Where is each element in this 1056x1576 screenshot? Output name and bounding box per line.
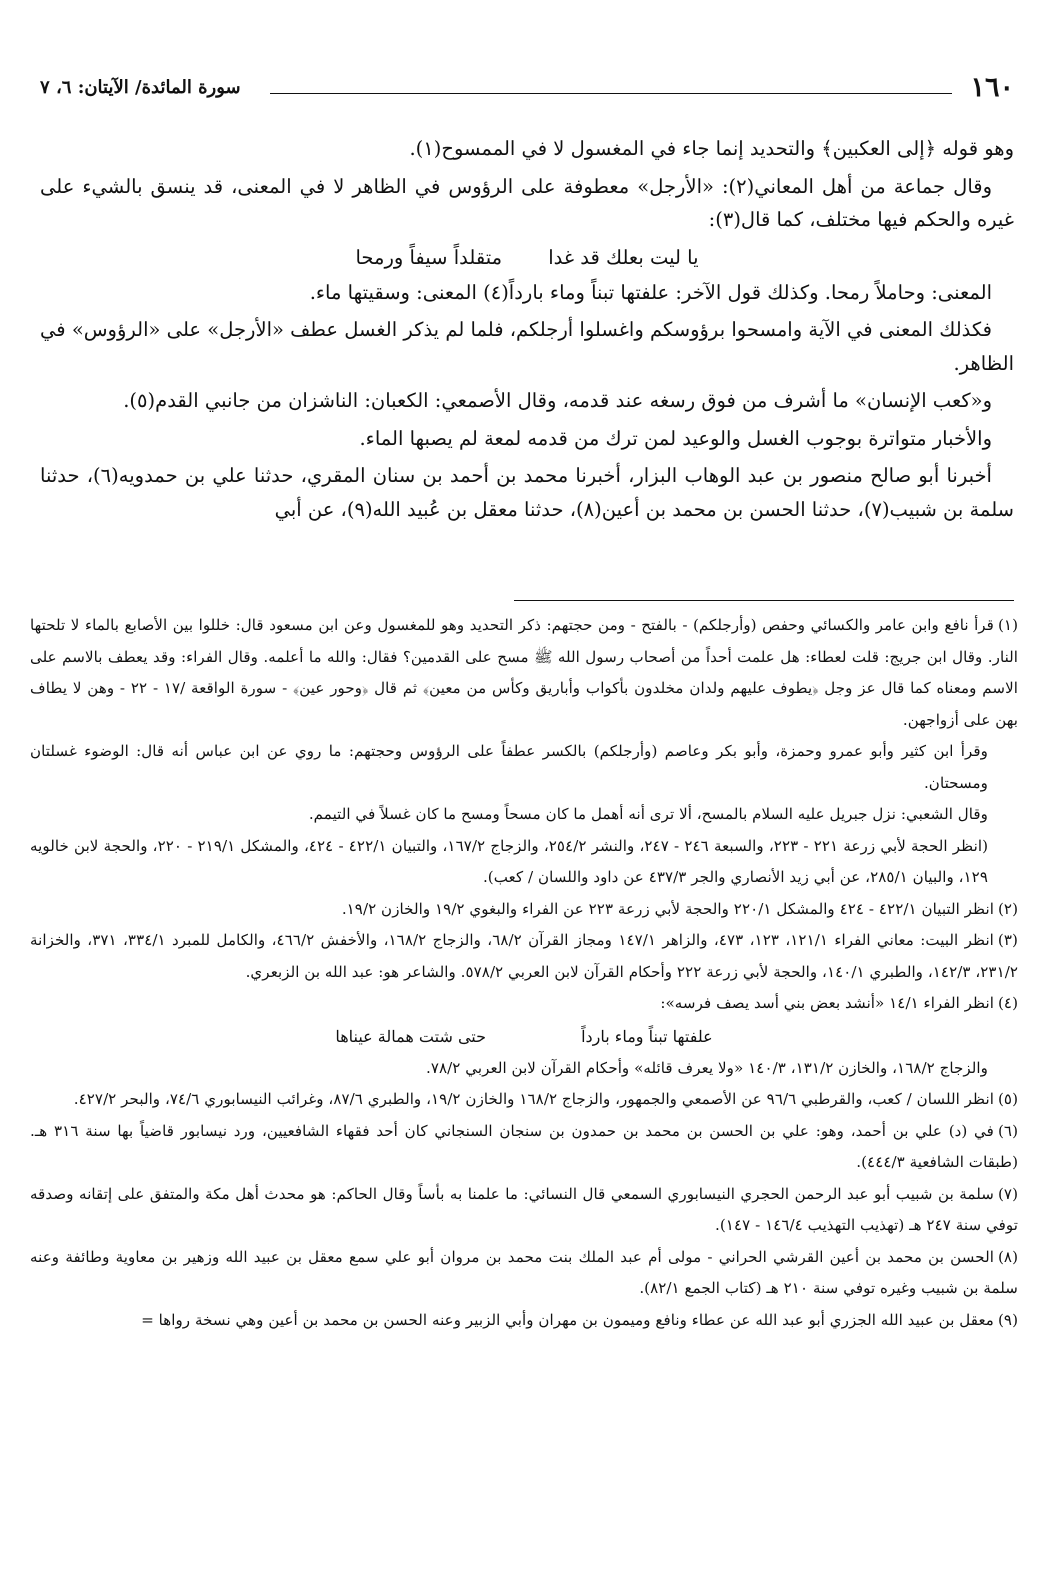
footnote-text: معقل بن عبيد الله الجزري أبو عبد الله عن عطاء ونافع وميمون بن مهران وأبي الزبير وعنه الحسن بن محمد بن أعين وهي نسخة رواها = [141, 1310, 994, 1329]
footnote-9 [30, 1305, 1018, 1337]
footnote-text: سلمة بن شبيب أبو عبد الرحمن الحجري النيسابوري السمعي قال النسائي: ما علمنا به بأساً وقال الحاكم: هو محدث أهل مكة والمتفق على إتقانه وصدقه توفي سنة ٢٤٧ هـ (تهذيب التهذيب ١٤٦/٤ - ١٤٧). [30, 1184, 1018, 1234]
footnote-6 [30, 1116, 1018, 1179]
footnote-5 [30, 1084, 1018, 1116]
footnote-4 [30, 988, 1018, 1020]
running-title: سورة المائدة/ الآيتان: ٦، ٧ [40, 77, 241, 98]
paragraph-7: أخبرنا أبو صالح منصور بن عبد الوهاب البزار، أخبرنا محمد بن أحمد بن سنان المقري، حدثنا علي بن حمدويه(٦)، حدثنا سلمة بن شبيب(٧)، حدثنا الحسن بن محمد بن أعين(٨)، حدثنا معقل بن عُبيد الله(٩)، عن أبي [40, 464, 1014, 521]
footnote-number: (٣) [997, 931, 1018, 949]
footnote-4-continued: والزجاج ١٦٨/٢، والخازن ١٣١/٢، ١٤٠/٣ «ولا يعرف قائله» وأحكام القرآن لابن العربي ٧٨/٢. [426, 1058, 988, 1077]
footnote-number: (٧) [997, 1184, 1018, 1203]
footnote-number: (٦) [997, 1121, 1018, 1140]
page-header [40, 72, 1014, 104]
footnote-number: (٥) [997, 1090, 1018, 1108]
footnote-2 [30, 894, 1018, 926]
footnote-text: الحسن بن محمد بن أعين القرشي الحراني - مولى أم عبد الملك بنت محمد بن مروان أبو علي سمع معقل بن عبيد الله وزهير بن معاوية وطائفة وعنه سلمة بن شبيب وغيره توفي سنة ٢١٠ هـ (كتاب الجمع ٨٢/١). [30, 1247, 1018, 1297]
page-number: ١٦٠ [970, 72, 1014, 103]
paragraph-4: فكذلك المعنى في الآية وامسحوا برؤوسكم واغسلوا أرجلكم، فلما لم يذكر الغسل عطف «الأرجل» على «الرؤوس» في الظاهر. [40, 318, 1014, 375]
verse-second-hemistich: متقلداً سيفاً ورمحا [355, 245, 503, 269]
paragraph-3: المعنى: وحاملاً رمحا. وكذلك قول الآخر: علفتها تبناً وماء بارداً(٤) المعنى: وسقيتها ماء. [309, 280, 992, 304]
footnote-3 [30, 925, 1018, 988]
paragraph-2: وقال جماعة من أهل المعاني(٢): «الأرجل» معطوفة على الرؤوس في الظاهر لا في المعنى، قد ينسق بالشيء على غيره والحكم فيها مختلف، كما قال(٣): [40, 174, 1014, 231]
footnote-7 [30, 1179, 1018, 1242]
footnote-number: (٩) [997, 1310, 1018, 1329]
poetry-verse [40, 241, 1014, 274]
footnote-text: انظر البيت: معاني الفراء ١٢١/١، ١٢٣، ٤٧٣، والزاهر ١٤٧/١ ومجاز القرآن ٦٨/٢، والزجاج ١٦٨/٢، والأخفش ٤٦٦/٢، والكامل للمبرد ٣٣٤/١، ٣٧١، والخزانة ٢٣١/٢، ١٤٢/٣، والطبري ١٤٠/١، والحجة لأبي زرعة ٢٢٢ وأحكام القرآن لابن العربي ٥٧٨/٢. والشاعر هو: عبد الله بن الزبعري. [30, 931, 1018, 981]
footnote-separator [514, 600, 1014, 601]
paragraph-1: وهو قوله ﴿إلى العكبين﴾ والتحديد إنما جاء في المغسول لا في الممسوح(١). [409, 137, 1014, 160]
paragraph-5: و«كعب الإنسان» ما أشرف من فوق رسغه عند قدمه، وقال الأصمعي: الكعبان: الناشزان من جانبي القدم(٥). [123, 389, 992, 412]
paragraph-6: والأخبار متواترة بوجوب الغسل والوعيد لمن ترك من قدمه لمعة لم يصبها الماء. [359, 426, 992, 450]
footnote-text: في (د) علي بن أحمد، وهو: علي بن الحسن بن محمد بن حمدون بن سنجان السنجاني كان أحد فقهاء الشافعيين، ورد نيسابور قاضياً بها سنة ٣١٦ هـ. (طبقات الشافعية ٤٤٤/٣). [30, 1121, 1018, 1171]
footnote-text: انظر التبيان ٤٢٢/١ - ٤٢٤ والمشكل ٢٢٠/١ والحجة لأبي زرعة ٢٢٣ عن الفراء والبغوي ١٩/٢ والخازن ١٩/٢. [341, 899, 994, 918]
footnote-1-continued: وقرأ ابن كثير وأبو عمرو وحمزة، وأبو بكر وعاصم (وأرجلكم) بالكسر عطفاً على الرؤوس وحجتهم: ما روي عن ابن عباس أنه قال: الوضوء غسلتان ومسحتان. [30, 742, 988, 792]
footnote-text: قرأ نافع وابن عامر والكسائي وحفص (وأرجلكم) - بالفتح - ومن حجتهم: ذكر التحديد وهو للمغسول وعن ابن مسعود قال: خللوا بين الأصابع بالماء لا تلحتها النار. وقال ابن جريج: قلت لعطاء: هل علمت أحداً من أصحاب رسول الله ﷺ مسح على القدمين؟ فقال: والله ما أعلمه. وقال الفراء: وقد يعطف بالاسم على الاسم ومعناه كما قال عز وجل ﴿يطوف عليهم ولدان مخلدون بأكواب وأباريق وكأس من معين﴾ ثم قال ﴿وحور عين﴾ - سورة الواقعة /١٧ - ٢٢ - وهن لا يطاف بهن على أزواجهن. [30, 616, 1018, 729]
verse-first-hemistich: يا ليت بعلك قد غدا [548, 245, 699, 269]
footnote-verse-first: علفتها تبناً وماء بارداً [581, 1026, 713, 1046]
footnote-1-sources: (انظر الحجة لأبي زرعة ٢٢١ - ٢٢٣، والسبعة ٢٤٦ - ٢٤٧، والنشر ٢٥٤/٢، والزجاج ١٦٧/٢، والتبيان ٤٢٢/١ - ٤٢٤، والمشكل ٢١٩/١ - ٢٢٠، والحجة لابن خالويه ١٢٩، والبيان ٢٨٥/١، عن أبي زيد الأنصاري والجر ٤٣٧/٣ عن داود واللسان / كعب). [30, 836, 988, 886]
header-rule [270, 93, 952, 94]
footnote-verse-second: حتى شتت همالة عيناها [335, 1026, 486, 1046]
footnote-number: (١) [997, 616, 1018, 634]
footnote-verse [30, 1020, 1018, 1053]
footnote-8 [30, 1242, 1018, 1305]
footnote-text: انظر الفراء ١٤/١ «أنشد بعض بني أسد يصف فرسه»: [660, 994, 994, 1012]
footnote-1-continued: وقال الشعبي: نزل جبريل عليه السلام بالمسح، ألا ترى أنه أهمل ما كان مسحاً ومسح ما كان غسلاً في التيمم. [308, 805, 988, 823]
footnote-number: (٨) [997, 1247, 1018, 1266]
footnote-number: (٤) [997, 994, 1018, 1012]
footnotes [30, 610, 1018, 1336]
main-text [40, 132, 1014, 530]
footnote-1 [30, 610, 1018, 736]
footnote-text: انظر اللسان / كعب، والقرطبي ٩٦/٦ عن الأصمعي والجمهور، والزجاج ١٦٨/٢ والخازن ١٩/٢، والطبري ٨٧/٦، وغرائب النيسابوري ٧٤/٦، والبحر ٤٢٧/٢. [73, 1090, 994, 1108]
footnote-number: (٢) [997, 899, 1018, 918]
